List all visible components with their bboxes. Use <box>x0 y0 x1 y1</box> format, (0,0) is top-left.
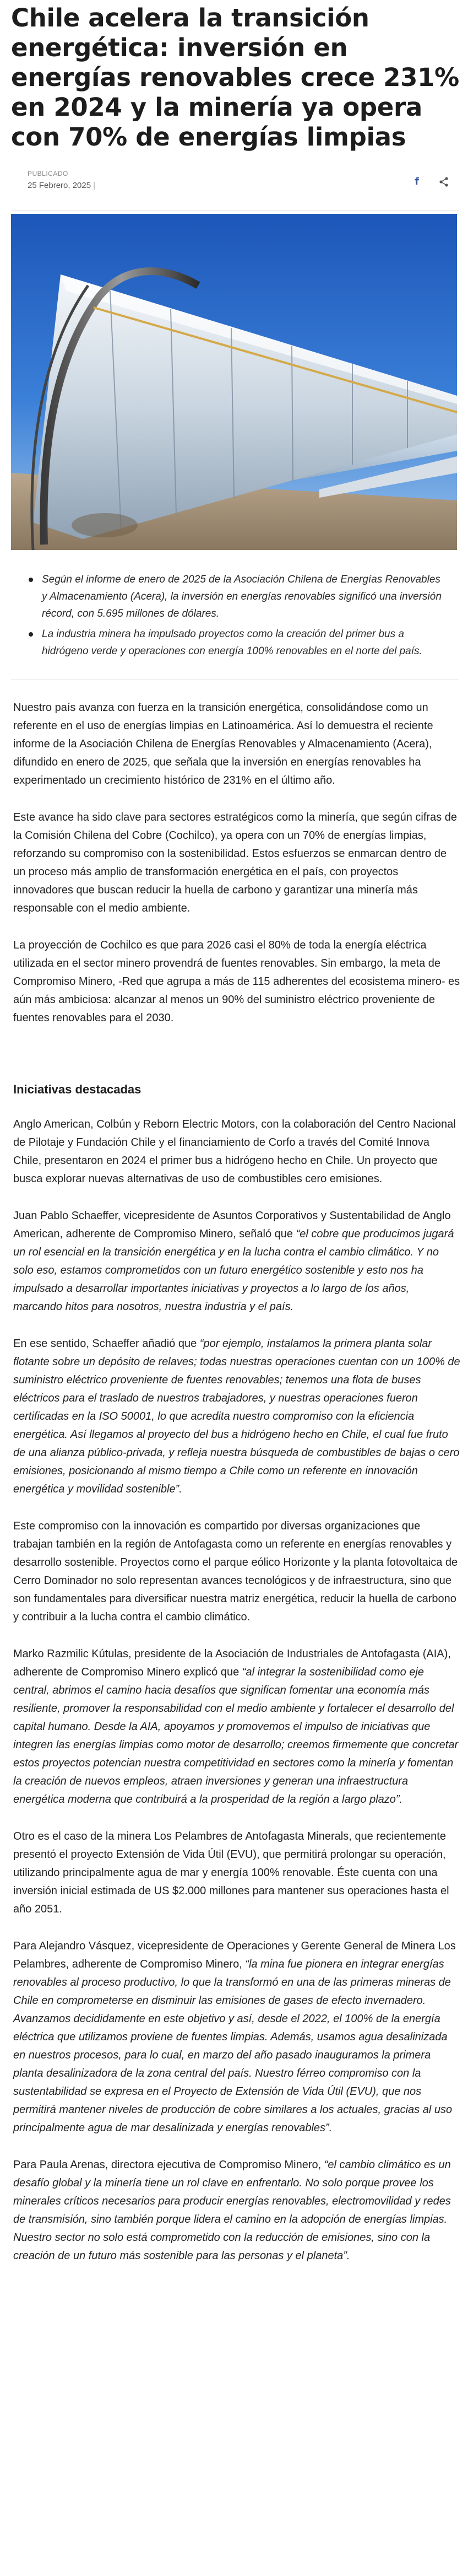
quote-text: “por ejemplo, instalamos la primera planta solar flotante sobre un depósito de relaves; todas nuestras operaciones cuentan con un 100% de suministro eléctrico proveniente de fuentes renovables; tenemos una flota de buses eléctricos para el traslado de nuestros trabajadores, y nuestras operaciones fueron certificadas en la ISO 50001, lo que acredita nuestro compromiso con la eficiencia energética. Así llegamos al proyecto del bus a hidrógeno hecho en Chile, el cual fue fruto de una alianza público-privada, y refleja nuestra búsqueda de combustibles de bajas o cero emisiones, posicionando al mismo tiempo a Chile como un referente en innovación energética y movilidad sostenible”. <box>13 1338 460 1495</box>
quote-text: “la mina fue pionera en integrar energías renovables al proceso productivo, lo que la transformó en una de las primeras mineras de Chile en comprometerse en disminuir las emisiones de gases de efecto invernadero. Avanzamos decididamente en este objetivo y así, desde el 2022, el 100% de la energía eléctrica que utilizamos proviene de fuentes limpias. Además, usamos agua desalinizada en nuestros procesos, para lo cual, en marzo del año pasado inauguramos la primera planta desalinizadora de la zona central del país. Nuestro férreo compromiso con la sustentabilidad se expresa en el Proyecto de Extensión de Vida Útil (EVU), que nos permitirá mantener niveles de producción de cobre similares a los actuales, gracias al uso principalmente agua de mar desalinizada y energías renovables”. <box>13 1958 453 2134</box>
paragraph-quote <box>13 2156 460 2265</box>
summary-bullet: Según el informe de enero de 2025 de la Asociación Chilena de Energías Renovables y Almacenamiento (Acera), la inversión en energías renovables significó una inversión récord, con 5.695 millones de dólares. <box>28 571 443 622</box>
paragraph: Nuestro país avanza con fuerza en la transición energética, consolidándose como un referente en el uso de energías limpias en Latinoamérica. Así lo demuestra el reciente informe de la Asociación Chilena de Energías Renovables y Almacenamiento (Acera), difundido en enero de 2025, que señala que la inversión en energías renovables ha experimentado un crecimiento histórico de 231% en el último año. <box>13 702 433 786</box>
paragraph-lead: Para Alejandro Vásquez, vicepresidente de Operaciones y Gerente General de Minera Los Pelambres, adherente de Compromiso Minero, <box>13 1940 456 1970</box>
paragraph-quote <box>13 1335 460 1499</box>
paragraph-lead: Marko Razmilic Kútulas, presidente de la Asociación de Industriales de Antofagasta (AIA), adherente de Compromiso Minero explicó que <box>13 1648 451 1678</box>
paragraph-quote <box>13 1937 460 2137</box>
paragraph: Otro es el caso de la minera Los Pelambres de Antofagasta Minerals, que recientemente presentó el proyecto Extensión de Vida Útil (EVU), que permitirá prolongar su operación, utilizando principalmente agua de mar y energía 100% renovable. Éste cuenta con una inversión inicial estimada de US $2.000 millones para mantener sus operaciones hasta el año 2051. <box>13 1830 449 1915</box>
hero-image <box>11 214 457 550</box>
article-meta <box>11 161 459 211</box>
published-separator: | <box>93 181 95 190</box>
quote-text: “al integrar la sostenibilidad como eje central, abrimos el camino hacia desafíos que significan fomentar una economía más resiliente, promover la responsabilidad con el medio ambiente y fortalecer el desarrollo del capital humano. Desde la AIA, apoyamos y promovemos el impulso de iniciativas que integren las energías limpias como motor de desarrollo; creemos firmemente que concretar estos proyectos potencian nuestra competitividad en sectores como la minería y fomentan la creación de nuevos empleos, atraen inversiones y generan una infraestructura energética moderna que contribuirá a la prosperidad de la región a largo plazo”. <box>13 1666 459 1806</box>
paragraph: La proyección de Cochilco es que para 2026 casi el 80% de toda la energía eléctrica utilizada en el sector minero provendrá de fuentes renovables. Sin embargo, la meta de Compromiso Minero, -Red que agrupa a más de 115 adherentes del ecosistema minero- es aún más ambiciosa: alcanzar al menos un 90% del suministro eléctrico proveniente de fuentes renovables para el 2030. <box>13 939 460 1024</box>
quote-text: “el cambio climático es un desafío global y la minería tiene un rol clave en enfrentarlo. No solo porque provee los minerales críticos necesarios para producir energías renovables, electromovilidad y redes de transmisión, sino también porque lidera el camino en la adopción de energías limpias. Nuestro sector no solo está comprometido con la reducción de emisiones, sino con la creación de un futuro más sostenible para las personas y el planeta”. <box>13 2159 451 2262</box>
section-title: Iniciativas destacadas <box>13 1082 142 1096</box>
published-date-text: 25 Febrero, 2025 <box>28 181 91 190</box>
published-label: PUBLICADO <box>28 170 68 177</box>
solar-collector-illustration <box>11 214 457 550</box>
paragraph-quote <box>13 1207 460 1316</box>
article-body <box>11 699 462 2265</box>
facebook-icon[interactable]: f <box>415 176 419 187</box>
paragraph-lead: Juan Pablo Schaeffer, vicepresidente de Asuntos Corporativos y Sustentabilidad de Anglo American, adherente de Compromiso Minero, señaló que <box>13 1210 451 1240</box>
paragraph-lead: Para Paula Arenas, directora ejecutiva de Compromiso Minero, <box>13 2159 324 2171</box>
paragraph: Este compromiso con la innovación es compartido por diversas organizaciones que trabajan también en la región de Antofagasta como un referente en energías renovables y desarrollo sostenible. Proyectos como el parque eólico Horizonte y la planta fotovoltaica de Cerro Dominador no solo representan avances tecnológicos y de infraestructura, sino que son fundamentales para diversificar nuestra matriz energética, reducir la huella de carbono y contribuir a la lucha contra el cambio climático. <box>13 1520 458 1623</box>
published-date <box>28 181 95 190</box>
share-bar <box>412 176 449 187</box>
summary-bullets <box>11 556 459 680</box>
paragraph: Este avance ha sido clave para sectores estratégicos como la minería, que según cifras de la Comisión Chilena del Cobre (Cochilco), ya opera con un 70% de energías limpias, reforzando su compromiso con la sostenibilidad. Estos esfuerzos se enmarcan dentro de un proceso más amplio de transformación energética en el país, con proyectos innovadores que buscan reducir la huella de carbono y garantizar una minería más responsable con el medio ambiente. <box>13 811 457 914</box>
article-title: Chile acelera la transición energética: inversión en energías renovables crece 231% en 2024 y la minería ya opera con 70% de energías limpias <box>11 3 459 152</box>
summary-bullet: La industria minera ha impulsado proyectos como la creación del primer bus a hidrógeno verde y operaciones con energía 100% renovables en el norte del país. <box>28 626 443 660</box>
share-icon[interactable] <box>438 176 449 187</box>
paragraph: Anglo American, Colbún y Reborn Electric Motors, con la colaboración del Centro Nacional de Pilotaje y Fundación Chile y el financiamiento de Corfo a través del Comité Innova Chile, presentaron en 2024 el primer bus a hidrógeno hecho en Chile. Un proyecto que busca explorar nuevas alternativas de uso de combustibles cero emisiones. <box>13 1118 456 1185</box>
paragraph-quote <box>13 1645 460 1809</box>
paragraph-lead: En ese sentido, Schaeffer añadió que <box>13 1338 200 1350</box>
quote-text: “el cobre que producimos jugará un rol esencial en la transición energética y en la lucha contra el cambio climático. Y no solo eso, estamos comprometidos con un futuro energético sostenible y esto nos ha impulsado a desarrollar importantes iniciativas y proyectos a lo largo de los años, marcando hitos para nosotros, nuestra industria y el país. <box>13 1228 454 1313</box>
